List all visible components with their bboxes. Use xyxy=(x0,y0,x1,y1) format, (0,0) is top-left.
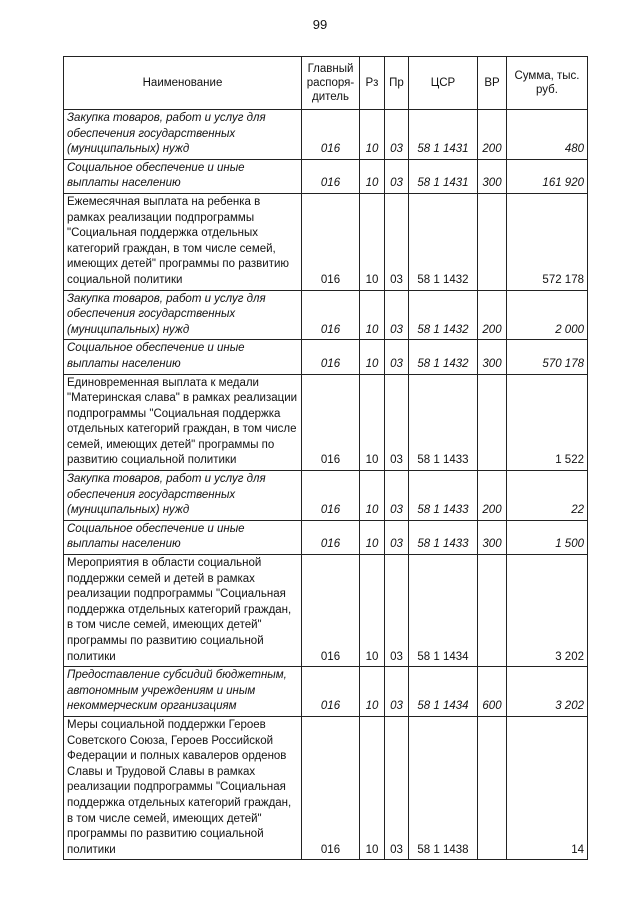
header-glav: Главный распоря-дитель xyxy=(302,57,360,110)
cell-sum: 2 000 xyxy=(507,290,588,340)
cell-name: Социальное обеспечение и иные выплаты населению xyxy=(64,159,302,193)
cell-rz: 10 xyxy=(360,340,385,374)
cell-vr xyxy=(478,716,507,859)
table-row xyxy=(64,555,588,667)
cell-csr: 58 1 1432 xyxy=(409,290,478,340)
cell-name: Закупка товаров, работ и услуг для обеспечения государственных (муниципальных) нужд xyxy=(64,110,302,160)
cell-pr: 03 xyxy=(385,520,409,554)
cell-name: Социальное обеспечение и иные выплаты населению xyxy=(64,340,302,374)
cell-rz: 10 xyxy=(360,555,385,667)
cell-name: Мероприятия в области социальной поддержки семей и детей в рамках реализации подпрограммы "Социальная поддержка отдельных категорий граждан, в том числе семей, имеющих детей" программы по развитию социальной политики xyxy=(64,555,302,667)
table-row xyxy=(64,667,588,717)
cell-vr: 300 xyxy=(478,340,507,374)
cell-sum: 572 178 xyxy=(507,193,588,290)
cell-vr: 200 xyxy=(478,110,507,160)
table-row xyxy=(64,471,588,521)
table-row xyxy=(64,716,588,859)
cell-sum: 570 178 xyxy=(507,340,588,374)
cell-sum: 480 xyxy=(507,110,588,160)
cell-csr: 58 1 1433 xyxy=(409,374,478,471)
cell-rz: 10 xyxy=(360,520,385,554)
cell-csr: 58 1 1431 xyxy=(409,159,478,193)
cell-vr: 300 xyxy=(478,520,507,554)
cell-pr: 03 xyxy=(385,193,409,290)
table-row xyxy=(64,340,588,374)
cell-name: Социальное обеспечение и иные выплаты населению xyxy=(64,520,302,554)
cell-glav: 016 xyxy=(302,290,360,340)
cell-sum: 22 xyxy=(507,471,588,521)
page-number: 99 xyxy=(312,17,328,32)
cell-name: Ежемесячная выплата на ребенка в рамках реализации подпрограммы "Социальная поддержка отдельных категорий граждан, в том числе семей, имеющих детей" программы по развитию социальной политики xyxy=(64,193,302,290)
cell-glav: 016 xyxy=(302,667,360,717)
table-row xyxy=(64,110,588,160)
header-rz: Рз xyxy=(360,57,385,110)
table-row xyxy=(64,290,588,340)
cell-sum: 14 xyxy=(507,716,588,859)
cell-rz: 10 xyxy=(360,193,385,290)
cell-rz: 10 xyxy=(360,374,385,471)
cell-rz: 10 xyxy=(360,290,385,340)
cell-glav: 016 xyxy=(302,110,360,160)
cell-rz: 10 xyxy=(360,159,385,193)
cell-vr xyxy=(478,555,507,667)
cell-pr: 03 xyxy=(385,374,409,471)
cell-csr: 58 1 1438 xyxy=(409,716,478,859)
cell-sum: 3 202 xyxy=(507,667,588,717)
cell-glav: 016 xyxy=(302,555,360,667)
cell-sum: 1 500 xyxy=(507,520,588,554)
table-row xyxy=(64,520,588,554)
cell-vr: 200 xyxy=(478,290,507,340)
cell-glav: 016 xyxy=(302,340,360,374)
cell-vr: 200 xyxy=(478,471,507,521)
budget-table xyxy=(63,56,588,860)
cell-pr: 03 xyxy=(385,290,409,340)
table-row xyxy=(64,374,588,471)
header-pr: Пр xyxy=(385,57,409,110)
cell-pr: 03 xyxy=(385,471,409,521)
cell-name: Меры социальной поддержки Героев Советского Союза, Героев Российской Федерации и полных кавалеров орденов Славы и Трудовой Славы в рамках реализации подпрограммы "Социальная поддержка отдельных категорий граждан, в том числе семей, имеющих детей" программы по развитию социальной политики xyxy=(64,716,302,859)
cell-rz: 10 xyxy=(360,716,385,859)
table-row xyxy=(64,193,588,290)
cell-name: Закупка товаров, работ и услуг для обеспечения государственных (муниципальных) нужд xyxy=(64,471,302,521)
cell-rz: 10 xyxy=(360,471,385,521)
header-name: Наименование xyxy=(64,57,302,110)
cell-csr: 58 1 1432 xyxy=(409,193,478,290)
cell-vr: 300 xyxy=(478,159,507,193)
cell-vr xyxy=(478,193,507,290)
cell-glav: 016 xyxy=(302,716,360,859)
cell-glav: 016 xyxy=(302,193,360,290)
cell-csr: 58 1 1433 xyxy=(409,520,478,554)
cell-glav: 016 xyxy=(302,471,360,521)
table-header-row xyxy=(64,57,588,110)
cell-sum: 161 920 xyxy=(507,159,588,193)
cell-sum: 1 522 xyxy=(507,374,588,471)
cell-pr: 03 xyxy=(385,555,409,667)
cell-name: Предоставление субсидий бюджетным, автономным учреждениям и иным некоммерческим организациям xyxy=(64,667,302,717)
cell-pr: 03 xyxy=(385,110,409,160)
cell-glav: 016 xyxy=(302,159,360,193)
cell-csr: 58 1 1431 xyxy=(409,110,478,160)
cell-pr: 03 xyxy=(385,667,409,717)
cell-csr: 58 1 1434 xyxy=(409,555,478,667)
cell-sum: 3 202 xyxy=(507,555,588,667)
header-vr: ВР xyxy=(478,57,507,110)
cell-csr: 58 1 1434 xyxy=(409,667,478,717)
cell-csr: 58 1 1432 xyxy=(409,340,478,374)
cell-name: Закупка товаров, работ и услуг для обеспечения государственных (муниципальных) нужд xyxy=(64,290,302,340)
cell-rz: 10 xyxy=(360,110,385,160)
cell-name: Единовременная выплата к медали "Материнская слава" в рамках реализации подпрограммы "Социальная поддержка отдельных категорий граждан, в том числе семей, имеющих детей" программы по развитию социальной политики xyxy=(64,374,302,471)
cell-csr: 58 1 1433 xyxy=(409,471,478,521)
cell-glav: 016 xyxy=(302,520,360,554)
header-sum: Сумма, тыс. руб. xyxy=(507,57,588,110)
cell-pr: 03 xyxy=(385,716,409,859)
header-csr: ЦСР xyxy=(409,57,478,110)
table-row xyxy=(64,159,588,193)
cell-rz: 10 xyxy=(360,667,385,717)
cell-vr xyxy=(478,374,507,471)
cell-vr: 600 xyxy=(478,667,507,717)
cell-glav: 016 xyxy=(302,374,360,471)
cell-pr: 03 xyxy=(385,340,409,374)
cell-pr: 03 xyxy=(385,159,409,193)
